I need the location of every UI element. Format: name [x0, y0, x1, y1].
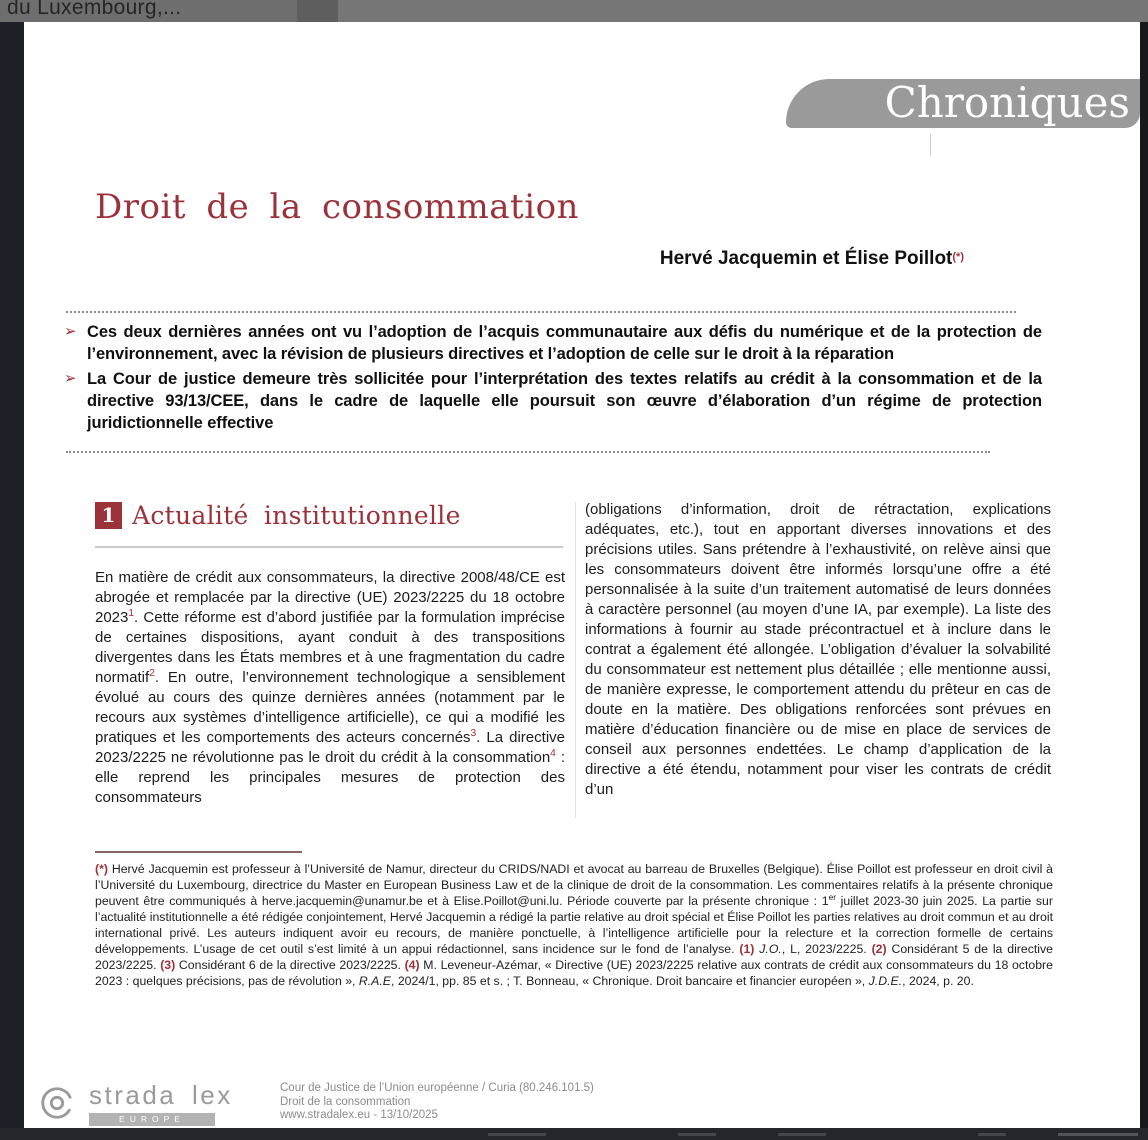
tab-divider [297, 0, 338, 22]
tab-bar-spacer [338, 0, 1148, 22]
bullet-text: Ces deux dernières années ont vu l’adoption de l’acquis communautaire aux défis du numérique et de la protection de l’environnement, avec la révision de plusieurs directives et l’adoption de celle sur le droit à la réparation [87, 323, 1042, 363]
section-underline [95, 546, 563, 548]
section-title: Actualité institutionnelle [132, 501, 461, 530]
browser-tab-bar[interactable] [0, 0, 1148, 22]
page-edge-mark [1058, 1133, 1138, 1136]
chroniques-banner [786, 79, 1140, 128]
document-meta [280, 1082, 594, 1123]
page-edge-mark [778, 1133, 826, 1136]
dotted-rule-top [66, 311, 1016, 313]
page-edge-mark [978, 1133, 1006, 1136]
banner-label: Chroniques [884, 78, 1130, 127]
logo-text-block [89, 1080, 233, 1126]
author-note-marker: (*) [952, 251, 964, 263]
page-edge-mark [488, 1133, 546, 1136]
viewer-left-edge [0, 22, 24, 1140]
viewer-right-edge [1140, 10, 1148, 1140]
logo-wordmark: strada lex [89, 1080, 233, 1110]
stradalex-logo [38, 1080, 233, 1126]
article-authors [660, 248, 964, 270]
footnotes: (*) Hervé Jacquemin est professeur à l’Université de Namur, directeur du CRIDS/NADI et avocat au barreau de Bruxelles (Belgique). Élise Poillot est professeur en droit civil à l’Université du Luxembourg, directrice du Master en European Business Law et de la clinique de droit de la consommation. Les commentaires relatifs à la présente chronique peuvent être communiqués à herve.jacquemin@unamur.be et à Elise.Poillot@uni.lu. Période couverte par la présente chronique : 1er juillet 2023-30 juin 2025. La partie sur l’actualité institutionnelle a été rédigée conjointement, Hervé Jacquemin a rédigé la partie relative au droit spécial et Élise Poillot les parties relatives au droit commun et au droit international privé. Les auteurs indiquent avoir eu recours, de manière ponctuelle, à l’intelligence artificielle pour la relecture et la correction formelle de certains développements. L’usage de cet outil s’est limité à un appui rédactionnel, sans incidence sur le fond de l’analyse. (1) J.O., L, 2023/2225. (2) Considérant 5 de la directive 2023/2225. (3) Considérant 6 de la directive 2023/2225. (4) M. Leveneur-Azémar, « Directive (UE) 2023/2225 relative aux contrats de crédit aux consommateurs du 18 octobre 2023 : quelques précisions, pas de révolution », R.A.E, 2024/1, pp. 85 et s. ; T. Bonneau, « Chronique. Droit bancaire et financier européen », J.D.E., 2024, p. 20. [95, 862, 1054, 988]
banner-tick-mark [930, 134, 931, 156]
body-column-right: (obligations d’information, droit de rétractation, explications adéquates, etc.), tout en apportant diverses innovations et des précisions utiles. Sans prétendre à l’exhaustivité, on relève ainsi que les consommateurs doivent être informés lorsqu’une offre a été personnalisée à la suite d’un traitement automatisé de leurs données à caractère personnel (au moyen d’une IA, par exemple). La liste des informations à fournir au stade précontractuel et à inclure dans le contrat a également été allongée. L’obligation d’évaluer la solvabilité du consommateur est nettement plus détaillée ; elle mentionne aussi, de manière expresse, le comportement attendu du prêteur en cas de doute en la matière. Des obligations renforcées sont prévues en matière d’éducation financière ou de mise en place de services de conseil aux personnes endettées. Le champ d’application de la directive a été étendu, notamment pour viser les contrats de crédit d’un [585, 501, 1051, 798]
section-number-badge: 1 [95, 502, 122, 529]
meta-url-date-line: www.stradalex.eu - 13/10/2025 [280, 1109, 438, 1121]
document-page [24, 22, 1140, 1128]
bullet-text: La Cour de justice demeure très sollicitée pour l’interprétation des textes relatifs au crédit à la consommation et de la directive 93/13/CEE, dans le cadre de laquelle elle poursuit son œuvre d’élaboration d’un régime de protection juridictionnelle effective [87, 370, 1042, 432]
section-heading [95, 501, 461, 530]
stradalex-logo-icon [38, 1084, 76, 1122]
summary-bullets [64, 321, 1042, 437]
footnote-rule [95, 851, 302, 853]
summary-bullet-1 [64, 321, 1042, 365]
meta-title-line: Droit de la consommation [280, 1095, 411, 1108]
article-title: Droit de la consommation [95, 187, 579, 227]
browser-tab-title[interactable]: du Luxembourg,... [7, 0, 182, 19]
summary-bullet-2 [64, 368, 1042, 434]
column-divider [575, 502, 576, 818]
page-edge-mark [678, 1133, 716, 1136]
meta-source-line: Cour de Justice de l’Union européenne / Curia (80.246.101.5) [280, 1082, 594, 1094]
arrow-bullet-icon: ➢ [64, 323, 77, 340]
next-page-edge [0, 1128, 1148, 1140]
arrow-bullet-icon: ➢ [64, 370, 77, 387]
authors-names: Hervé Jacquemin et Élise Poillot [659, 248, 953, 269]
dotted-rule-bottom [66, 451, 990, 453]
logo-region-badge: EUROPE [89, 1113, 215, 1126]
body-column-left: En matière de crédit aux consommateurs, la directive 2008/48/CE est abrogée et remplacée par la directive (UE) 2023/2225 du 18 octobre 2023$^1$. Cette réforme est d’abord justifiée par la formulation imprécise de certaines dispositions, ayant conduit à des transpositions divergentes dans les États membres et à une fragmentation du cadre normatif$^2$. En outre, l’environnement technologique a sensiblement évolué au cours des quinze dernières années (notamment par le recours aux systèmes d’intelligence artificielle), ce qui a modifié les pratiques et les comportements des acteurs concernés$^3$. La directive 2023/2225 ne révolutionne pas le droit du crédit à la consommation$^4$ : elle reprend les principales mesures de protection des consommateurs [95, 569, 565, 806]
